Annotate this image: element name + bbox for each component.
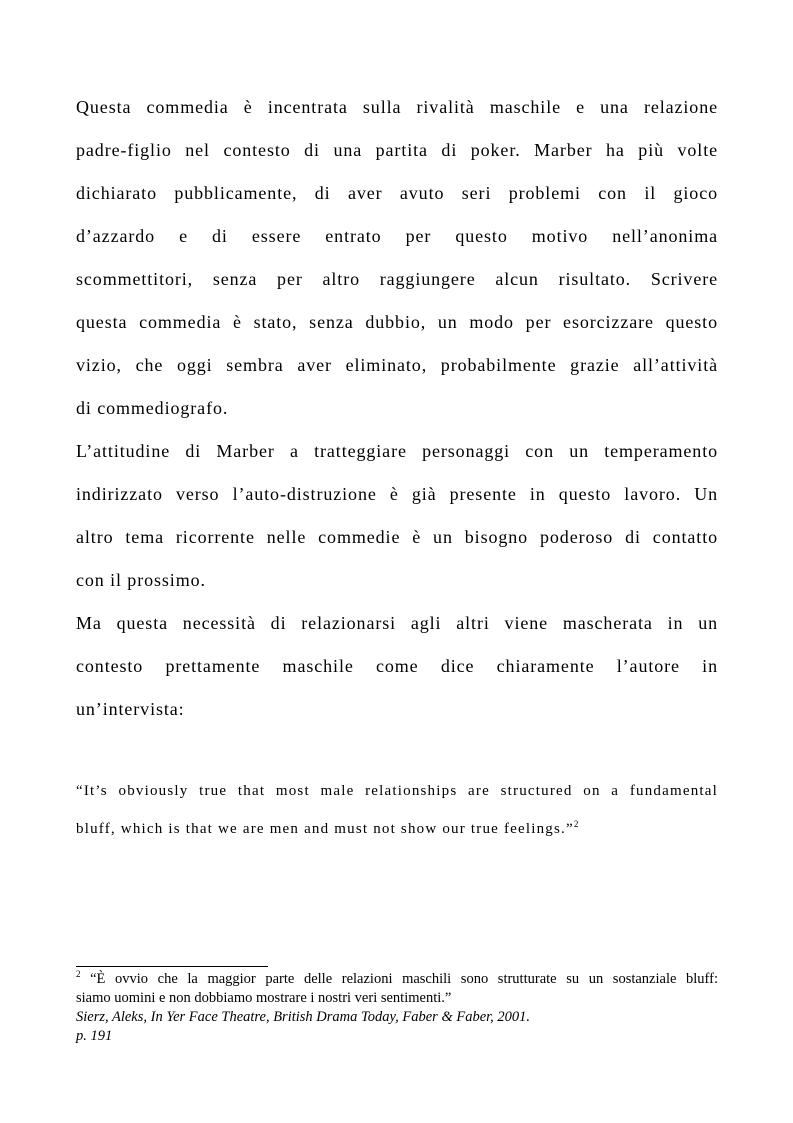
body-line: dichiarato pubblicamente, di aver avuto seri problemi con il gioco	[76, 183, 718, 203]
block-quote	[76, 776, 718, 852]
footnote-reference[interactable]: 2	[573, 819, 579, 829]
body-line: Ma questa necessità di relazionarsi agli altri viene mascherata in un	[76, 613, 718, 633]
body-line: scommettitori, senza per altro raggiungere alcun risultato. Scrivere	[76, 269, 718, 289]
body-line: Questa commedia è incentrata sulla rivalità maschile e una relazione	[76, 97, 718, 117]
body-line: di commediografo.	[76, 398, 229, 418]
body-text	[76, 86, 718, 731]
footnote-line: siamo uomini e non dobbiamo mostrare i nostri veri sentimenti.”	[76, 990, 452, 1006]
body-line: questa commedia è stato, senza dubbio, un modo per esorcizzare questo	[76, 312, 718, 332]
quote-line-last	[76, 814, 718, 852]
quote-text: bluff, which is that we are men and must not show our true feelings.”	[76, 821, 574, 837]
footnote-page: p. 191	[76, 1028, 113, 1044]
body-line: con il prossimo.	[76, 570, 206, 590]
body-line: padre-figlio nel contesto di una partita di poker. Marber ha più volte	[76, 140, 718, 160]
body-line: altro tema ricorrente nelle commedie è un bisogno poderoso di contatto	[76, 527, 718, 547]
footnote-line	[76, 970, 718, 989]
body-line: vizio, che oggi sembra aver eliminato, probabilmente grazie all’attività	[76, 355, 718, 375]
footnote-text: “È ovvio che la maggior parte delle relazioni maschili sono strutturate su un sostanziale bluff:	[80, 971, 718, 987]
body-line: L’attitudine di Marber a tratteggiare personaggi con un temperamento	[76, 441, 718, 461]
footnote-separator	[76, 966, 268, 967]
quote-line: “It’s obviously true that most male relationships are structured on a fundamental	[76, 783, 718, 799]
body-line: un’intervista:	[76, 699, 185, 719]
footnote-citation: Sierz, Aleks, In Yer Face Theatre, British Drama Today, Faber & Faber, 2001.	[76, 1009, 531, 1025]
body-line: d’azzardo e di essere entrato per questo motivo nell’anonima	[76, 226, 718, 246]
body-line: contesto prettamente maschile come dice chiaramente l’autore in	[76, 656, 718, 676]
footnote-number: 2	[76, 969, 81, 980]
body-line: indirizzato verso l’auto-distruzione è già presente in questo lavoro. Un	[76, 484, 718, 504]
footnote	[76, 970, 718, 1046]
